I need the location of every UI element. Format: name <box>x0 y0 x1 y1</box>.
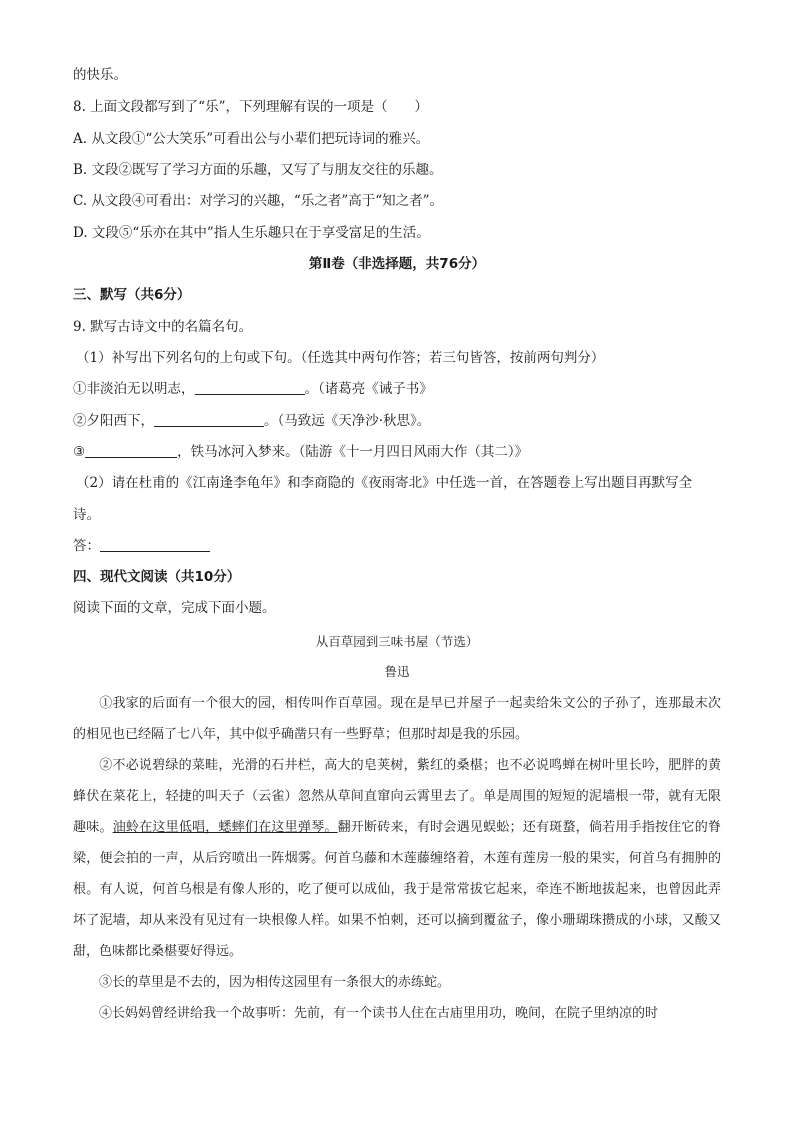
answer-blank[interactable] <box>85 443 177 458</box>
fill-item-1-suffix: 。（诸葛亮《诫子书》 <box>304 381 433 397</box>
fill-item-2-prefix: ②夕阳西下， <box>73 413 154 429</box>
volume-2-heading: 第Ⅱ卷（非选择题，共76分） <box>308 256 486 272</box>
fill-item-3 <box>73 443 528 461</box>
fill-item-3-prefix: ③ <box>73 444 86 460</box>
question-9-part-2-cont: 诗。 <box>73 507 100 523</box>
passage-paragraph-1 <box>73 688 721 750</box>
answer-blank[interactable] <box>100 537 210 552</box>
passage-author: 鲁迅 <box>384 664 410 679</box>
paragraph-4-text: ④长妈妈曾经讲给我一个故事听：先前，有一个读书人住在古庙里用功，晚间，在院子里纳凉的时 <box>99 1006 659 1021</box>
fill-item-2-suffix: 。（马致远《天净沙·秋思》。 <box>264 413 431 429</box>
option-d: D. 文段⑤“乐亦在其中”指人生乐趣只在于享受富足的生活。 <box>73 225 430 241</box>
paragraph-2-text-rest: 翻开断砖来，有时会遇见蜈蚣；还有斑蝥，倘若用手指按住它的脊梁，便会拍的一声，从后窍喷出一阵烟雾。何首乌藤和木莲藤缠络着，木莲有莲房一般的果实，何首乌有拥肿的根。有人说，何首乌根是有像人形的，吃了便可以成仙，我于是常常拔它起来，牵连不断地拔起来，也曾因此弄坏了泥墙，却从来没有见过有一块根像人样。如果不怕刺，还可以摘到覆盆子，像小珊瑚珠攒成的小球，又酸又甜，色味都比桑椹要好得远。 <box>73 820 721 959</box>
paragraph-1-text: ①我家的后面有一个很大的园，相传叫作百草园。现在是早已并屋子一起卖给朱文公的子孙了，连那最末次的相见也已经隔了七八年，其中似乎确凿只有一些野草；但那时却是我的乐园。 <box>73 696 721 742</box>
text-line: 的快乐。 <box>73 67 127 83</box>
answer-blank[interactable] <box>154 412 264 427</box>
passage-paragraph-2 <box>73 750 721 967</box>
reading-instruction: 阅读下面的文章，完成下面小题。 <box>73 600 276 616</box>
answer-line <box>73 537 210 555</box>
answer-blank[interactable] <box>195 380 305 395</box>
answer-label: 答： <box>73 538 100 554</box>
fill-item-1-prefix: ①非淡泊无以明志， <box>73 381 195 397</box>
question-9-part-2: （2）请在杜甫的《江南逢李龟年》和李商隐的《夜雨寄北》中任选一首，在答题卷上写出题目再默写全 <box>76 475 693 491</box>
option-c: C. 从文段④可看出：对学习的兴趣，“乐之者”高于“知之者”。 <box>73 193 444 209</box>
paragraph-3-text: ③长的草里是不去的，因为相传这园里有一条很大的赤练蛇。 <box>99 975 451 990</box>
paragraph-2-text: ②不必说碧绿的菜畦，光滑的石井栏，高大的皂荚树，紫红的桑椹；也不必说鸣蝉在树叶里长吟，肥胖的黄蜂伏在菜花上，轻捷的叫天子（云雀）忽然从草间直窜向云霄里去了。单是周围的短短的泥墙根一带，就有无限趣味。 <box>73 758 721 835</box>
question-9-part-1: （1）补写出下列名句的上句或下句。（任选其中两句作答；若三句皆答，按前两句判分） <box>76 350 605 366</box>
passage-paragraph-4 <box>73 998 721 1029</box>
fill-item-1 <box>73 380 433 398</box>
section-4-heading: 四、现代文阅读（共10分） <box>73 569 241 585</box>
question-8: 8. 上面文段都写到了“乐”，下列理解有误的一项是（ ） <box>73 99 428 115</box>
underlined-sentence: 油蛉在这里低唱，蟋蟀们在这里弹琴。 <box>112 820 338 835</box>
option-b: B. 文段②既写了学习方面的乐趣，又写了与朋友交往的乐趣。 <box>73 162 443 178</box>
fill-item-3-suffix: ，铁马冰河入梦来。（陆游《十一月四日风雨大作（其二）》 <box>177 444 529 460</box>
passage-paragraph-3 <box>73 967 721 998</box>
fill-item-2 <box>73 412 430 430</box>
passage-title: 从百草园到三味书屋（节选） <box>315 634 479 649</box>
section-3-heading: 三、默写（共6分） <box>73 287 191 303</box>
question-9: 9. 默写古诗文中的名篇名句。 <box>73 319 253 335</box>
option-a: A. 从文段①“公大笑乐”可看出公与小辈们把玩诗词的雅兴。 <box>73 131 430 147</box>
